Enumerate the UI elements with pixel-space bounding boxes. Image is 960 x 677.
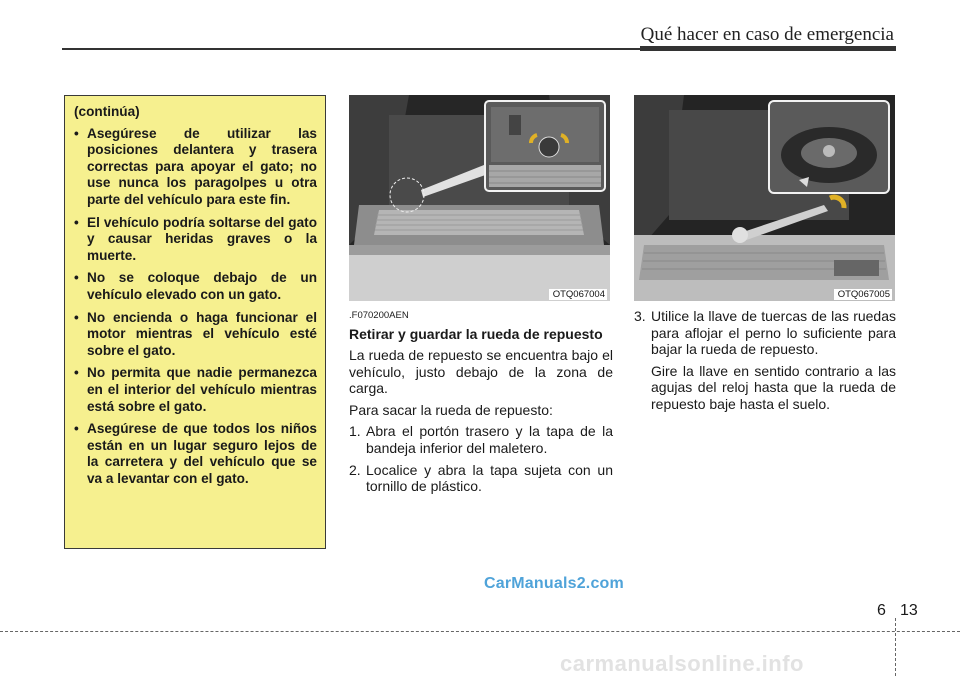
figure-caption: OTQ067005 <box>834 289 892 300</box>
steps-list <box>349 423 613 494</box>
warning-item: • No encienda o haga funcionar el motor mientras el vehículo esté sobre el gato. <box>74 310 317 360</box>
warning-continues: (continúa) <box>74 104 140 119</box>
cargo-cover-illustration <box>349 95 610 301</box>
warning-item: • Asegúrese de utilizar las posiciones delantera y trasera correctas para apoyar el gato; no use nunca los paragolpes u otra parte del vehículo para este fin. <box>74 126 317 209</box>
section-title: Retirar y guardar la rueda de repuesto <box>349 325 603 342</box>
header-rule-accent <box>640 46 896 51</box>
chapter-number: 6 <box>877 602 886 619</box>
step-note: Gire la llave en sentido contrario a las agujas del reloj hasta que la rueda de repuesto baje hasta el suelo. <box>651 362 896 412</box>
figure-caption: OTQ067004 <box>549 289 607 300</box>
step-item <box>349 462 613 495</box>
figure-wrench-bolt <box>634 95 895 301</box>
section-intro: La rueda de repuesto se encuentra bajo el vehículo, justo debajo de la zona de carga. <box>349 347 613 397</box>
step-number: 3. <box>634 308 646 324</box>
section-code: .F070200AEN <box>349 310 409 321</box>
section-lead: Para sacar la rueda de repuesto: <box>349 401 553 418</box>
figure-cargo-cover <box>349 95 610 301</box>
wrench-illustration <box>634 95 895 301</box>
warning-item: • Asegúrese de que todos los niños están en un lugar seguro lejos de la carretera y del vehículo que se va a levantar con el gato. <box>74 421 317 487</box>
step-text: Localice y abra la tapa sujeta con un tornillo de plástico. <box>366 461 613 495</box>
steps-list-continued <box>634 308 896 358</box>
step-text: Utilice la llave de tuercas de las ruedas para aflojar el perno lo suficiente para bajar la rueda de repuesto. <box>651 308 896 358</box>
step-text: Abra el portón trasero y la tapa de la bandeja inferior del maletero. <box>366 423 613 457</box>
section-column-right <box>634 308 896 413</box>
step-number: 1. <box>349 423 361 440</box>
warning-box <box>64 95 326 549</box>
warning-item: • El vehículo podría soltarse del gato y causar heridas graves o la muerte. <box>74 215 317 265</box>
watermark-link[interactable]: CarManuals2.com <box>484 575 624 592</box>
page-divider <box>895 618 896 676</box>
page-header-title: Qué hacer en caso de emergencia <box>640 24 894 45</box>
footer-logo: carmanualsonline.info <box>560 651 804 676</box>
step-item <box>349 423 613 456</box>
section-column-left <box>349 308 613 500</box>
footer-rule <box>0 631 960 632</box>
step-item <box>634 308 896 358</box>
page-number: 13 <box>900 602 918 619</box>
step-number: 2. <box>349 461 361 478</box>
warning-item: • No se coloque debajo de un vehículo elevado con un gato. <box>74 270 317 303</box>
warning-item: • No permita que nadie permanezca en el interior del vehículo mientras está sobre el gato. <box>74 365 317 415</box>
warning-list <box>74 126 317 488</box>
